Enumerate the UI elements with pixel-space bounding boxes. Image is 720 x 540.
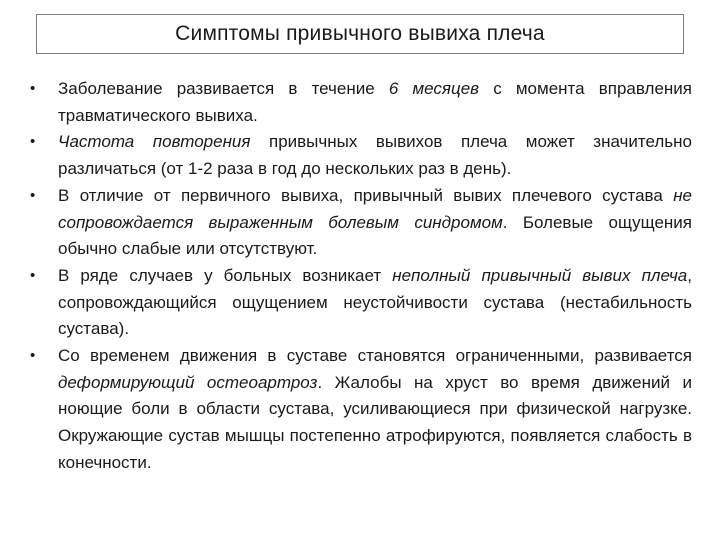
emphasized-text: не сопровождается выраженным болевым синдромом [58,185,692,232]
bullet-dot-icon: • [30,186,36,204]
slide-title: Симптомы привычного вывиха плеча [175,22,545,45]
bullet-item [30,183,692,263]
emphasized-text: деформирующий остеоартроз [58,372,318,392]
bullet-text: привычных вывихов плеча может значительно различаться (от 1-2 раза в год до нескольких раз в день). [58,132,692,179]
bullet-text: Со временем движения в суставе становятся ограниченными, развивается [58,346,692,366]
bullet-item [30,263,692,343]
bullet-dot-icon: • [30,266,36,284]
emphasized-text: неполный привычный вывих плеча [392,265,688,285]
slide-title-box [36,14,684,54]
bullet-item [30,76,692,129]
bullet-item [30,129,692,182]
bullet-text: Заболевание развивается в течение [58,79,389,98]
emphasized-text: 6 месяцев [388,79,480,98]
bullet-dot-icon: • [30,347,36,365]
emphasized-text: Частота повторения [58,132,251,152]
bullet-text: . Болевые ощущения обычно слабые или отсутствуют. [58,212,692,259]
bullet-text: , сопровождающийся ощущением неустойчивости сустава (нестабильность сустава). [58,265,692,339]
bullet-dot-icon: • [30,133,36,151]
bullet-text: с момента вправления травматического вывиха. [58,79,692,125]
bullet-list [30,76,692,477]
bullet-text: . Жалобы на хруст во время движений и ноющие боли в области сустава, усиливающиеся при физической нагрузке. Окружающие сустав мышцы постепенно атрофируются, появляется слабость в конечности. [58,372,692,472]
bullet-text: В отличие от первичного вывиха, привычный вывих плечевого сустава [58,185,674,205]
bullet-text: В ряде случаев у больных возникает [58,265,393,285]
bullet-dot-icon: • [30,80,36,97]
bullet-item [30,343,692,477]
